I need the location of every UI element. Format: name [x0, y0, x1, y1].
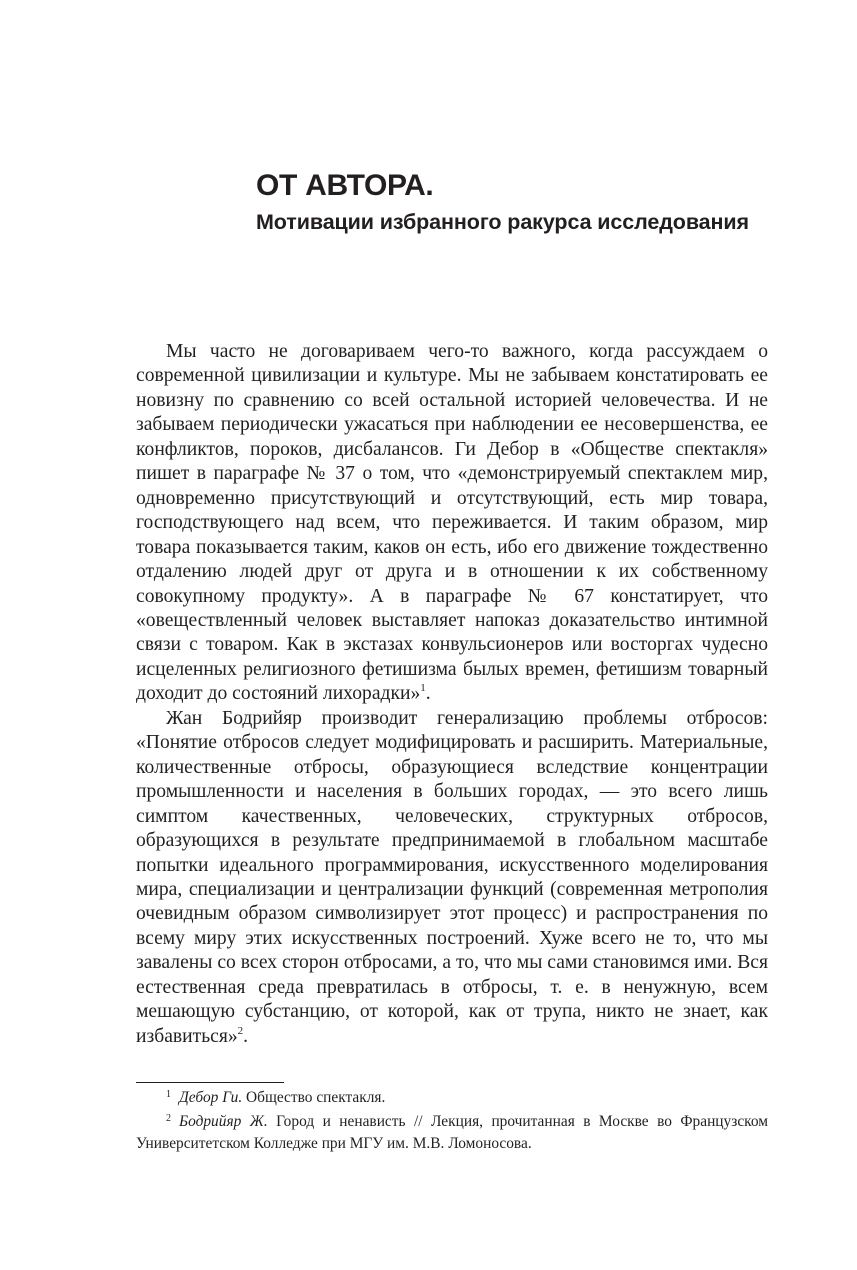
paragraph-2-text: Жан Бодрийяр производит генерализацию проблемы отбросов: «Понятие отбросов следует модифицировать и расширить. Материальные, количественные отбросы, образующиеся вследствие концентрации промышленности и населения в больших городах, — это всего лишь симптом качественных, человеческих, структурных отбросов, образующихся в результате предпринимаемой в глобальном масштабе попытки идеального программирования, искусственного моделирования мира, специализации и централизации функций (современная метрополия очевидным образом символизирует этот процесс) и распространения по всему миру этих искусственных построений. Хуже всего не то, что мы завалены со всех сторон отбросами, а то, что мы сами становимся ими. Вся естественная среда превратилась в отбросы, т. е. в ненужную, всем мешающую субстанцию, от которой, как от трупа, никто не знает, как избавиться» — [136, 707, 768, 1047]
footnote-1-author: Дебор Ги. — [179, 1089, 243, 1106]
main-text — [136, 340, 768, 1049]
chapter-title: ОТ АВТОРА. — [256, 169, 434, 202]
footnote-2 — [136, 1111, 768, 1155]
footnote-2-number: 2 — [166, 1113, 171, 1124]
footnote-1-number: 1 — [166, 1089, 171, 1100]
footnote-1-text: Общество спектакля. — [242, 1089, 386, 1106]
footnotes — [136, 1087, 768, 1157]
footnote-divider — [136, 1082, 284, 1083]
chapter-subtitle: Мотивации избранного ракурса исследования — [256, 210, 749, 234]
paragraph-1: Мы часто не договариваем чего-то важного, когда рассуждаем о современной цивилизации и культуре. Мы не забываем констатировать ее новизну по сравнению со всей остальной историей человечества. И не забываем периодически ужасаться при наблюдении ее несовершенства, ее конфликтов, пороков, дисбалансов. Ги Дебор в «Обществе спектакля» пишет в параграфе № 37 о том, что «демонстрируемый спектаклем мир, одновременно присутствующий и отсутствующий, есть мир товара, господствующего над всем, что переживается. И таким образом, мир товара показывается таким, каков он есть, ибо его движение тождественно отдалению людей друг от друга и в отношении к их собственному совокупному продукту». А в параграфе № 67 констатирует, что «овеществленный человек выставляет напоказ доказательство интимной связи с товаром. Как в экстазах конвульсионеров или восторгах чудесно исцеленных религиозного фетишизма былых времен, фетишизм товарный доходит до состояний лихорадки»$^1$. — [136, 341, 768, 705]
footnote-2-text: Город и ненависть // Лекция, прочитанная в Москве во Французском Университетском Колледже при МГУ им. М.В. Ломоносова. — [136, 1113, 768, 1152]
paragraph-1-text: Мы часто не договариваем чего-то важного, когда рассуждаем о современной цивилизации и культуре. Мы не забываем констатировать ее новизну по сравнению со всей остальной историей человечества. И не забываем периодически ужасаться при наблюдении ее несовершенства, ее конфликтов, пороков, дисбалансов. Ги Дебор в «Обществе спектакля» пишет в параграфе № 37 о том, что «демонстрируемый спектаклем мир, одновременно присутствующий и отсутствующий, есть мир товара, господствующего над всем, что переживается. И таким образом, мир товара показывается таким, каков он есть, ибо его движение тождественно отдалению людей друг от друга и в отношении к их собственному совокупному продукту». А в параграфе № 67 констатирует, что «овеществленный человек выставляет напоказ доказательство интимной связи с товаром. Как в экстазах конвульсионеров или восторгах чудесно исцеленных религиозного фетишизма былых времен, фетишизм товарный доходит до состояний лихорадки» — [136, 341, 768, 705]
footnote-ref-1[interactable]: 1 — [420, 682, 426, 695]
footnote-2-author: Бодрийяр Ж. — [179, 1113, 268, 1130]
chapter-heading — [256, 168, 816, 236]
footnote-ref-2[interactable]: 2 — [237, 1024, 244, 1037]
paragraph-2: Жан Бодрийяр производит генерализацию проблемы отбросов: «Понятие отбросов следует модифицировать и расширить. Материальные, количественные отбросы, образующиеся вследствие концентрации промышленности и населения в больших городах, — это всего лишь симптом качественных, человеческих, структурных отбросов, образующихся в результате предпринимаемой в глобальном масштабе попытки идеального программирования, искусственного моделирования мира, специализации и централизации функций (современная метрополия очевидным образом символизирует этот процесс) и распространения по всему миру этих искусственных построений. Хуже всего не то, что мы завалены со всех сторон отбросами, а то, что мы сами становимся ими. Вся естественная среда превратилась в отбросы, т. е. в ненужную, всем мешающую субстанцию, от которой, как от трупа, никто не знает, как избавиться»$^2$. — [136, 707, 768, 1047]
footnote-1 — [136, 1087, 768, 1109]
